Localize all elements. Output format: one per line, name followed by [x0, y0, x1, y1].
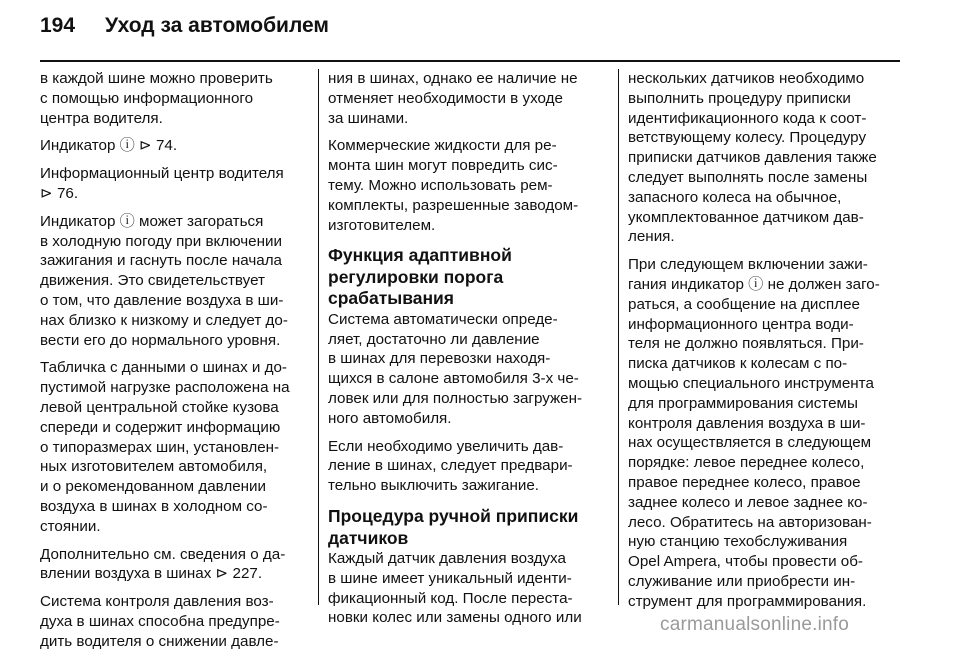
text-line: в каждой шине можно проверить — [40, 70, 273, 87]
text-line: левой центральной стойке кузова — [40, 398, 279, 416]
text-line: духа в шинах способна предупре- — [40, 612, 280, 630]
text-line: служивание или приобрести ин- — [628, 572, 856, 590]
paragraph — [328, 69, 602, 128]
text-line: запасного колеса на обычное, — [628, 188, 842, 206]
text-line: ную станцию техобслуживания — [628, 533, 848, 551]
watermark: carmanualsonline.info — [660, 614, 850, 635]
text-line: щихся в салоне автомобиля 3-х че- — [328, 370, 579, 388]
column-1 — [40, 69, 305, 660]
text-line: Если необходимо увеличить дав- — [328, 437, 564, 455]
chapter-title: Уход за автомобилем — [105, 14, 329, 37]
text-line: датчиков — [328, 527, 409, 548]
column-divider — [318, 69, 319, 605]
text-line: укомплектованное датчиком дав- — [628, 208, 864, 226]
section-heading-adaptive — [328, 245, 602, 310]
text-line: ление в шинах, следует предвари- — [328, 457, 573, 475]
paragraph — [40, 545, 305, 585]
text-line: раться, а сообщение на дисплее — [628, 295, 860, 313]
text-line: ловек или для полностью загружен- — [328, 390, 583, 408]
text-line: Табличка с данными о шинах и до- — [40, 359, 287, 377]
text-line: нах близко к низкому и следует до- — [40, 311, 288, 329]
text-line: вести его до нормального уровня. — [40, 331, 281, 349]
text-line: Индикатор ⓘ может загораться — [40, 212, 264, 230]
text-line: Каждый датчик давления воздуха — [328, 550, 566, 568]
paragraph — [328, 437, 602, 496]
text-line: Дополнительно см. сведения о да- — [40, 545, 286, 563]
paragraph — [40, 164, 305, 204]
column-divider — [618, 69, 619, 605]
text-line: Информационный центр водителя — [40, 165, 284, 183]
text-line: изготовителем. — [328, 216, 436, 234]
text-line: следует выполнять после замены — [628, 168, 868, 186]
text-line: зажигания и гаснуть после начала — [40, 252, 282, 270]
header-rule — [40, 60, 900, 62]
text-line: комплекты, разрешенные заводом- — [328, 196, 579, 214]
text-line: мощью специального инструмента — [628, 374, 874, 392]
text-line: контроля давления воздуха в ши- — [628, 414, 866, 432]
text-line: о типоразмерах шин, установлен- — [40, 438, 280, 456]
text-line: дить водителя о снижении давле- — [40, 632, 279, 650]
page-header — [40, 14, 329, 50]
text-line: новки колес или замены одного или — [328, 609, 582, 627]
text-line: идентификационного кода к соот- — [628, 109, 867, 127]
text-line: теля не должно появляться. При- — [628, 335, 864, 353]
text-line: нах осуществляется в следующем — [628, 434, 872, 452]
paragraph — [628, 255, 906, 611]
paragraph — [40, 69, 305, 128]
text-line: спереди и содержит информацию — [40, 418, 281, 436]
text-line: Процедура ручной приписки — [328, 506, 579, 527]
text-line: монта шин могут повредить сис- — [328, 157, 558, 175]
text-line: стоянии. — [40, 517, 101, 535]
text-line: струмент для программирования. — [628, 592, 867, 610]
text-line: для программирования системы — [628, 394, 858, 412]
text-line: ⊳ 76. — [40, 184, 79, 202]
text-line: порядке: левое переднее колесо, — [628, 454, 865, 472]
text-line: отменяет необходимости в уходе — [328, 89, 563, 107]
paragraph — [40, 592, 305, 651]
paragraph — [40, 358, 305, 536]
text-line: с помощью информационного — [40, 89, 254, 107]
text-line: Коммерческие жидкости для ре- — [328, 137, 557, 155]
paragraph — [628, 69, 906, 247]
page-number: 194 — [40, 14, 76, 37]
text-line: пустимой нагрузке расположена на — [40, 379, 290, 397]
text-line: выполнить процедуру приписки — [628, 89, 851, 107]
text-line: Индикатор ⓘ ⊳ 74. — [40, 137, 178, 155]
text-line: влении воздуха в шинах ⊳ 227. — [40, 565, 263, 583]
text-line: регулировки порога — [328, 266, 504, 287]
text-line: воздуха в шинах в холодном со- — [40, 497, 268, 515]
text-line: в шинах для перевозки находя- — [328, 350, 551, 368]
text-line: срабатывания — [328, 288, 455, 309]
text-line: движения. Это свидетельствует — [40, 272, 265, 290]
text-line: заднее колесо и левое заднее ко- — [628, 493, 868, 511]
text-line: правое переднее колесо, правое — [628, 473, 861, 491]
text-line: При следующем включении зажи- — [628, 256, 868, 274]
text-line: ления. — [628, 228, 675, 246]
text-line: и о рекомендованном давлении — [40, 478, 267, 496]
paragraph — [328, 310, 602, 429]
paragraph — [328, 136, 602, 235]
text-line: центра водителя. — [40, 109, 163, 127]
text-line: информационного центра води- — [628, 315, 854, 333]
text-line: ляет, достаточно ли давление — [328, 330, 540, 348]
text-line: нескольких датчиков необходимо — [628, 70, 865, 87]
paragraph — [328, 549, 602, 628]
text-line: тельно выключить зажигание. — [328, 477, 539, 495]
text-line: Opel Ampera, чтобы провести об- — [628, 553, 863, 571]
column-2 — [328, 69, 602, 636]
text-line: писка датчиков к колесам с по- — [628, 355, 848, 373]
text-line: в шине имеет уникальный иденти- — [328, 569, 572, 587]
text-line: лесо. Обратитесь на авторизован- — [628, 513, 872, 531]
text-line: Функция адаптивной — [328, 245, 512, 266]
text-line: гания индикатор ⓘ не должен заго- — [628, 275, 880, 293]
text-line: в холодную погоду при включении — [40, 232, 282, 250]
text-line: ных изготовителем автомобиля, — [40, 458, 268, 476]
text-line: ния в шинах, однако ее наличие не — [328, 70, 578, 87]
text-line: приписки датчиков давления также — [628, 149, 877, 167]
paragraph — [40, 212, 305, 351]
text-line: о том, что давление воздуха в ши- — [40, 291, 284, 309]
section-heading-manual-pairing — [328, 506, 602, 549]
text-line: ного автомобиля. — [328, 409, 452, 427]
text-line: Система автоматически опреде- — [328, 310, 558, 328]
paragraph — [40, 136, 305, 156]
text-line: тему. Можно использовать рем- — [328, 176, 553, 194]
column-3 — [628, 69, 906, 620]
text-line: ветствующему колесу. Процедуру — [628, 129, 867, 147]
text-line: Система контроля давления воз- — [40, 593, 274, 611]
text-line: фикационный код. После переста- — [328, 589, 573, 607]
text-line: за шинами. — [328, 109, 409, 127]
